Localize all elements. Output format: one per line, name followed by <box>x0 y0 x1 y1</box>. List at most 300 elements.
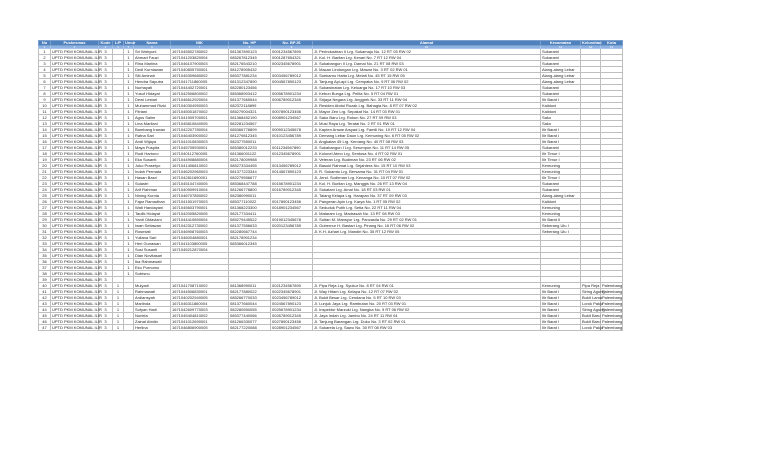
cell-bpjs[interactable]: 0027890123456 <box>271 319 313 325</box>
cell-alamat[interactable]: Jl. Pangeran Ayin Lrg. Karya No. 1 RT 05 RW 02 <box>313 199 541 205</box>
cell-puskesmas[interactable]: UPTD PKM KOMUNAL ILIR <box>52 145 102 150</box>
cell-no[interactable]: 42 <box>39 295 51 301</box>
cell-kode[interactable]: 3 <box>99 271 113 277</box>
cell-umur[interactable]: 1 <box>124 157 134 163</box>
cell-bpjs[interactable]: 0020123456789 <box>271 223 313 229</box>
cell-puskesmas[interactable]: UPTD PKM KOMUNAL ILIR <box>52 133 102 138</box>
cell-nama[interactable]: Sulastri <box>134 181 171 187</box>
cell-kecamatan[interactable]: Alang-alang Lebar <box>541 79 581 85</box>
cell-hp[interactable]: 082280550055 <box>229 307 271 313</box>
cell-hp[interactable]: 082279556677 <box>229 175 271 181</box>
cell-kota[interactable]: Palembang <box>602 289 623 294</box>
cell-nama[interactable]: Maya Puspita <box>134 145 171 151</box>
cell-no[interactable]: 25 <box>39 193 51 199</box>
cell-no[interactable]: 10 <box>39 103 51 109</box>
cell-hp[interactable]: 082177220088 <box>229 325 271 331</box>
cell-kecamatan[interactable]: Ilir Timur I <box>541 175 581 181</box>
cell-nama[interactable]: Wati Handayani <box>134 205 171 211</box>
cell-hp[interactable]: 082176543210 <box>229 61 271 67</box>
cell-kode[interactable]: 3 <box>99 181 113 187</box>
cell-nama[interactable]: Zainal Abidin <box>134 319 171 325</box>
cell-puskesmas[interactable]: UPTD PKM KOMUNAL ILIR <box>52 205 102 210</box>
cell-no[interactable]: 31 <box>39 229 51 235</box>
cell-kode[interactable]: 3 <box>99 175 113 181</box>
cell-kode[interactable]: 3 <box>99 61 113 67</box>
cell-kode[interactable]: 3 <box>99 307 113 313</box>
cell-nik[interactable]: 1671040112760005 <box>171 151 229 157</box>
cell-bpjs[interactable]: 0015678901234 <box>271 181 313 187</box>
cell-umur[interactable]: 1 <box>124 79 134 85</box>
cell-nik[interactable]: 1671046202960003 <box>171 169 229 175</box>
cell-kecamatan[interactable]: Alang-alang Lebar <box>541 193 581 199</box>
cell-alamat[interactable]: Jl. Mataram Lrg. Madrasah No. 13 RT 08 RW 03 <box>313 211 541 217</box>
cell-kode[interactable]: 3 <box>99 301 113 307</box>
cell-hp[interactable]: 085273334455 <box>229 163 271 169</box>
cell-kode[interactable]: 3 <box>99 121 113 127</box>
cell-bpjs[interactable]: 0014567890123 <box>271 169 313 175</box>
cell-no[interactable]: 28 <box>39 211 51 217</box>
cell-bpjs[interactable]: 0012345678901 <box>271 151 313 157</box>
cell-kode[interactable]: 3 <box>99 145 113 151</box>
cell-hp[interactable]: 081367890123 <box>229 49 271 55</box>
cell-puskesmas[interactable]: UPTD PKM KOMUNAL ILIR <box>52 163 102 168</box>
cell-hp[interactable]: 082377550011 <box>229 139 271 145</box>
cell-alamat[interactable]: Jl. Mayor Zen Lrg. Sepakat No. 14 RT 03 RW 01 <box>313 109 541 115</box>
cell-kecamatan[interactable]: Kemuning <box>541 169 581 175</box>
cell-hp[interactable]: 081279812345 <box>229 133 271 139</box>
cell-bpjs[interactable]: 0016789012345 <box>271 187 313 193</box>
cell-kode[interactable]: 3 <box>99 229 113 235</box>
cell-nama[interactable]: Eka Susanti <box>134 157 171 163</box>
cell-kode[interactable]: 3 <box>99 223 113 229</box>
cell-nik[interactable]: 1671041203820004 <box>171 55 229 61</box>
cell-umur[interactable]: 1 <box>124 61 134 67</box>
cell-alamat[interactable]: Jl. R. Sukamto Lrg. Bersama No. 31 RT 04 RW 01 <box>313 169 541 175</box>
cell-no[interactable]: 44 <box>39 307 51 313</box>
cell-hp[interactable]: 081278905432 <box>229 67 271 73</box>
cell-hp[interactable]: 082380990011 <box>229 193 271 199</box>
cell-umur[interactable]: 1 <box>124 67 134 73</box>
cell-hp[interactable]: 085267812345 <box>229 55 271 61</box>
cell-no[interactable]: 2 <box>39 55 51 61</box>
cell-hp[interactable]: 085366012345 <box>229 241 271 247</box>
cell-hp[interactable]: 082178901234 <box>229 235 271 241</box>
cell-no[interactable]: 34 <box>39 247 51 253</box>
cell-no[interactable]: 29 <box>39 217 51 223</box>
cell-kode[interactable]: 3 <box>99 247 113 253</box>
cell-puskesmas[interactable]: UPTD PKM KOMUNAL ILIR <box>52 271 102 276</box>
cell-bpjs[interactable]: 0011234567890 <box>271 145 313 151</box>
column-header-hp[interactable]: No. HP <box>229 41 271 46</box>
cell-alamat[interactable]: Jl. Jaya Indah Lrg. Jambu No. 24 RT 11 RW 04 <box>313 313 541 319</box>
cell-hp[interactable]: 085377881234 <box>229 73 271 79</box>
cell-nik[interactable]: 1671040805750001 <box>171 67 229 73</box>
cell-umur[interactable]: 1 <box>124 169 134 175</box>
cell-alamat[interactable]: Jl. Kebun Bunga Lrg. Pelita No. 5 RT 04 RW 01 <box>313 91 541 97</box>
cell-umur[interactable]: 1 <box>124 229 134 235</box>
cell-nama[interactable]: Indah Permata <box>134 169 171 175</box>
cell-kecamatan[interactable]: Seberang Ulu I <box>541 223 581 229</box>
cell-nama[interactable]: Hendra Saputra <box>134 79 171 85</box>
cell-kecamatan[interactable]: Ilir Barat I <box>541 127 581 133</box>
cell-alamat[interactable]: Jl. Angkatan 45 Lrg. Kemang No. 40 RT 08 RW 03 <box>313 139 541 145</box>
cell-nik[interactable]: 1671042506800002 <box>171 91 229 97</box>
cell-kode[interactable]: 3 <box>99 151 113 157</box>
cell-bpjs[interactable]: 0001287654321 <box>271 55 313 61</box>
cell-hp[interactable]: 081377556633 <box>229 223 271 229</box>
column-header-jk[interactable]: L/P <box>113 41 124 46</box>
cell-nik[interactable]: 1671045810840005 <box>171 121 229 127</box>
cell-nama[interactable]: Mulyadi <box>134 283 171 289</box>
cell-nik[interactable]: 1671045603790001 <box>171 205 229 211</box>
cell-kecamatan[interactable]: Ilir Timur I <box>541 157 581 163</box>
cell-nik[interactable]: 1671042207780004 <box>171 127 229 133</box>
cell-alamat[interactable]: Jl. Kapten Anwar Arsyad Lrg. Famili No. 19 RT 12 RW 04 <box>313 127 541 133</box>
cell-alamat[interactable]: Jl. Talang Kelapa Lrg. Harapan No. 37 RT 09 RW 03 <box>313 193 541 199</box>
cell-jk[interactable]: 1 <box>113 283 124 289</box>
cell-puskesmas[interactable]: UPTD PKM KOMUNAL ILIR <box>52 79 102 84</box>
cell-nik[interactable]: 1671046311860004 <box>171 301 229 307</box>
cell-alamat[interactable]: Jl. Veteran Lrg. Budiman No. 23 RT 06 RW 02 <box>313 157 541 163</box>
cell-kecamatan[interactable]: Alang-alang Lebar <box>541 73 581 79</box>
cell-kecamatan[interactable]: Kalidoni <box>541 109 581 115</box>
cell-no[interactable]: 14 <box>39 127 51 133</box>
cell-puskesmas[interactable]: UPTD PKM KOMUNAL ILIR <box>52 85 102 90</box>
cell-kode[interactable]: 3 <box>99 199 113 205</box>
cell-puskesmas[interactable]: UPTD PKM KOMUNAL ILIR <box>52 229 102 234</box>
cell-alamat[interactable]: Jl. Sako Baru Lrg. Rukun No. 27 RT 09 RW 03 <box>313 115 541 121</box>
cell-nik[interactable]: 1671042312730002 <box>171 223 229 229</box>
cell-kode[interactable]: 3 <box>99 241 113 247</box>
cell-nama[interactable]: Bambang Irawan <box>134 127 171 133</box>
cell-alamat[interactable]: Jl. Basuki Rahmat Lrg. Sejahtera No. 15 RT 10 RW 03 <box>313 163 541 169</box>
cell-kecamatan[interactable]: Kemuning <box>541 211 581 217</box>
cell-alamat[interactable]: Jl. Kol. H. Burlian Lrg. Manggis No. 26 RT 13 RW 04 <box>313 181 541 187</box>
cell-kecamatan[interactable]: Sukarami <box>541 85 581 91</box>
cell-hp[interactable]: 081368452190 <box>229 115 271 121</box>
cell-puskesmas[interactable]: UPTD PKM KOMUNAL ILIR <box>52 247 102 252</box>
cell-no[interactable]: 17 <box>39 145 51 151</box>
cell-alamat[interactable]: Jl. Macan Lindungan Lrg. Mawar No. 3 RT 02 RW 01 <box>313 67 541 73</box>
cell-umur[interactable]: 1 <box>124 145 134 151</box>
cell-bpjs[interactable]: 0019012345678 <box>271 217 313 223</box>
cell-umur[interactable]: 1 <box>124 133 134 139</box>
cell-kode[interactable]: 3 <box>99 67 113 73</box>
cell-no[interactable]: 15 <box>39 133 51 139</box>
cell-alamat[interactable]: Jl. Kol. H. Barlian Lrg. Kenari No. 7 RT 12 RW 04 <box>313 55 541 61</box>
cell-nik[interactable]: 1671041010830003 <box>171 139 229 145</box>
cell-kecamatan[interactable]: Ilir Barat I <box>541 307 581 313</box>
cell-nik[interactable]: 1671046107900003 <box>171 61 229 67</box>
cell-puskesmas[interactable]: UPTD PKM KOMUNAL ILIR <box>52 97 102 102</box>
cell-bpjs[interactable]: 0021234567890 <box>271 283 313 289</box>
cell-hp[interactable]: 081377223344 <box>229 169 271 175</box>
cell-umur[interactable]: 1 <box>124 55 134 61</box>
cell-umur[interactable]: 1 <box>124 175 134 181</box>
cell-nik[interactable]: 1671046612920004 <box>171 97 229 103</box>
cell-puskesmas[interactable]: UPTD PKM KOMUNAL ILIR <box>52 241 102 246</box>
cell-nik[interactable]: 1671042005820005 <box>171 211 229 217</box>
cell-alamat[interactable]: Jl. Pipa Reja Lrg. Syukur No. 8 RT 04 RW 01 <box>313 283 541 289</box>
cell-nama[interactable]: Agus Salim <box>134 115 171 121</box>
cell-umur[interactable]: 1 <box>124 223 134 229</box>
cell-hp[interactable]: 081366001122 <box>229 151 271 157</box>
cell-no[interactable]: 37 <box>39 265 51 271</box>
cell-alamat[interactable]: Jl. Musi Raya Lrg. Teratai No. 2 RT 01 RW 01 <box>313 121 541 127</box>
cell-kode[interactable]: 3 <box>99 85 113 91</box>
cell-umur[interactable]: 1 <box>124 187 134 193</box>
cell-hp[interactable]: 082280667744 <box>229 229 271 235</box>
cell-no[interactable]: 6 <box>39 79 51 85</box>
cell-umur[interactable]: 1 <box>124 247 134 253</box>
cell-nama[interactable]: Nurhayati <box>134 85 171 91</box>
cell-umur[interactable]: 1 <box>124 217 134 223</box>
cell-nama[interactable]: Sutrisno <box>134 271 171 277</box>
cell-bpjs[interactable]: 0025678901234 <box>271 307 313 313</box>
cell-puskesmas[interactable]: UPTD PKM KOMUNAL ILIR <box>52 139 102 144</box>
cell-kelurahan[interactable]: Siring Agung <box>582 307 605 312</box>
cell-umur[interactable]: 1 <box>124 127 134 133</box>
cell-nik[interactable]: 1671044908880004 <box>171 157 229 163</box>
cell-kelurahan[interactable]: Bukit Baru <box>582 313 601 318</box>
cell-nik[interactable]: 1671040202940005 <box>171 295 229 301</box>
cell-no[interactable]: 23 <box>39 181 51 187</box>
cell-umur[interactable]: 1 <box>124 199 134 205</box>
cell-puskesmas[interactable]: UPTD PKM KOMUNAL ILIR <box>52 253 102 258</box>
cell-nama[interactable]: Ika Rahmawati <box>134 259 171 265</box>
cell-alamat[interactable]: Jl. Bukit Besar Lrg. Cendana No. 5 RT 10 RW 03 <box>313 295 541 301</box>
cell-kecamatan[interactable]: Ilir Barat I <box>541 319 581 325</box>
cell-no[interactable]: 47 <box>39 325 51 331</box>
table-row[interactable] <box>39 325 623 331</box>
cell-bpjs[interactable]: 0024567890123 <box>271 301 313 307</box>
cell-umur[interactable]: 1 <box>124 235 134 241</box>
cell-kode[interactable]: 3 <box>99 277 113 283</box>
cell-hp[interactable]: 085279004321 <box>229 109 271 115</box>
cell-puskesmas[interactable]: UPTD PKM KOMUNAL ILIR <box>52 295 102 300</box>
cell-kode[interactable]: 3 <box>99 73 113 79</box>
cell-bpjs[interactable]: 0010123456789 <box>271 133 313 139</box>
cell-kode[interactable]: 3 <box>99 325 113 331</box>
cell-alamat[interactable]: Jl. Residen Abdul Rozak Lrg. Bahagia No. 8 RT 07 RW 02 <box>313 103 541 109</box>
cell-nama[interactable]: Dewi Lestari <box>134 97 171 103</box>
cell-alamat[interactable]: Jl. Gubernur H. Bastari Lrg. Pinang No. 16 RT 06 RW 02 <box>313 223 541 229</box>
cell-puskesmas[interactable]: UPTD PKM KOMUNAL ILIR <box>52 313 102 318</box>
cell-nama[interactable]: Siti Aminah <box>134 73 171 79</box>
cell-no[interactable]: 40 <box>39 283 51 289</box>
column-header-no[interactable]: No <box>39 41 51 46</box>
cell-puskesmas[interactable]: UPTD PKM KOMUNAL ILIR <box>52 301 102 306</box>
cell-nik[interactable]: 1671045502780002 <box>171 49 229 55</box>
cell-hp[interactable]: 085279445522 <box>229 217 271 223</box>
cell-umur[interactable]: 1 <box>124 259 134 265</box>
cell-kode[interactable]: 3 <box>99 103 113 109</box>
cell-bpjs[interactable]: 0004567890123 <box>271 79 313 85</box>
cell-jk[interactable]: 1 <box>113 295 124 301</box>
cell-bpjs[interactable]: 0008901234567 <box>271 115 313 121</box>
cell-kecamatan[interactable]: Ilir Barat I <box>541 133 581 139</box>
cell-nik[interactable]: 1671040909910004 <box>171 187 229 193</box>
cell-puskesmas[interactable]: UPTD PKM KOMUNAL ILIR <box>52 55 102 60</box>
cell-nama[interactable]: Eko Purnomo <box>134 265 171 271</box>
column-header-alamat[interactable]: Alamat <box>313 41 541 46</box>
cell-kode[interactable]: 3 <box>99 139 113 145</box>
cell-kota[interactable]: Palembang <box>602 295 623 300</box>
cell-nama[interactable]: Rina Marlina <box>134 61 171 67</box>
cell-puskesmas[interactable]: UPTD PKM KOMUNAL ILIR <box>52 223 102 228</box>
cell-nama[interactable]: Sri Wahyuni <box>134 49 171 55</box>
cell-no[interactable]: 27 <box>39 205 51 211</box>
cell-no[interactable]: 8 <box>39 91 51 97</box>
cell-puskesmas[interactable]: UPTD PKM KOMUNAL ILIR <box>52 319 102 324</box>
cell-nik[interactable]: 1671046004880001 <box>171 235 229 241</box>
cell-umur[interactable]: 1 <box>124 97 134 103</box>
cell-nama[interactable]: Heri Gunawan <box>134 241 171 247</box>
cell-nama[interactable]: Joko Prasetyo <box>134 163 171 169</box>
cell-no[interactable]: 16 <box>39 139 51 145</box>
cell-puskesmas[interactable]: UPTD PKM KOMUNAL ILIR <box>52 151 102 156</box>
cell-jk[interactable]: 1 <box>113 289 124 295</box>
cell-alamat[interactable]: Jl. Tanjung Barangan Lrg. Duku No. 3 RT 02 RW 01 <box>313 319 541 325</box>
cell-hp[interactable]: 081377660044 <box>229 301 271 307</box>
cell-nama[interactable]: Herlina <box>134 325 171 331</box>
cell-kota[interactable]: Palembang <box>602 313 623 318</box>
cell-kecamatan[interactable]: Sukarami <box>541 181 581 187</box>
cell-kode[interactable]: 3 <box>99 259 113 265</box>
cell-bpjs[interactable]: 0026789012345 <box>271 313 313 319</box>
cell-kode[interactable]: 3 <box>99 253 113 259</box>
cell-puskesmas[interactable]: UPTD PKM KOMUNAL ILIR <box>52 217 102 222</box>
cell-nik[interactable]: 1671046806900005 <box>171 325 229 331</box>
cell-no[interactable]: 22 <box>39 175 51 181</box>
cell-puskesmas[interactable]: UPTD PKM KOMUNAL ILIR <box>52 73 102 78</box>
cell-no[interactable]: 12 <box>39 115 51 121</box>
cell-kecamatan[interactable]: Ilir Barat I <box>541 325 581 331</box>
cell-no[interactable]: 46 <box>39 319 51 325</box>
cell-nik[interactable]: 1671041909700001 <box>171 115 229 121</box>
cell-puskesmas[interactable]: UPTD PKM KOMUNAL ILIR <box>52 181 102 186</box>
cell-bpjs[interactable]: 0003456789012 <box>271 73 313 79</box>
cell-hp[interactable]: 085266770033 <box>229 295 271 301</box>
cell-nama[interactable]: Ahmad Fauzi <box>134 55 171 61</box>
cell-alamat[interactable]: Jl. Jend. Sudirman Lrg. Kenanga No. 10 RT 07 RW 02 <box>313 175 541 181</box>
column-header-puskesmas[interactable]: Puskesmas <box>51 41 99 46</box>
cell-puskesmas[interactable]: UPTD PKM KOMUNAL ILIR <box>52 91 102 96</box>
cell-nama[interactable]: Ardiansyah <box>134 295 171 301</box>
cell-kecamatan[interactable]: Ilir Barat I <box>541 97 581 103</box>
cell-bpjs[interactable]: 0009012345678 <box>271 127 313 133</box>
cell-umur[interactable]: 1 <box>124 211 134 217</box>
cell-nik[interactable]: 1671045212870004 <box>171 247 229 253</box>
cell-kota[interactable]: Palembang <box>602 307 623 312</box>
cell-kode[interactable]: 3 <box>99 169 113 175</box>
cell-kode[interactable]: 3 <box>99 49 113 55</box>
cell-hp[interactable]: 081266778800 <box>229 187 271 193</box>
cell-alamat[interactable]: Jl. Tanjung Api-api Lrg. Cempaka No. 9 RT 06 RW 02 <box>313 79 541 85</box>
cell-hp[interactable]: 081377665544 <box>229 97 271 103</box>
cell-alamat[interactable]: Jl. Sultan M. Mansyur Lrg. Pancasila No. 29 RT 02 RW 01 <box>313 217 541 223</box>
cell-no[interactable]: 43 <box>39 301 51 307</box>
cell-kode[interactable]: 3 <box>99 55 113 61</box>
cell-nama[interactable]: Yusuf Hidayat <box>134 91 171 97</box>
cell-kecamatan[interactable]: Ilir Barat I <box>541 301 581 307</box>
cell-kelurahan[interactable]: Bukit Baru <box>582 319 601 324</box>
cell-kelurahan[interactable]: Bukit Lama <box>582 295 603 300</box>
cell-hp[interactable]: 082178009988 <box>229 157 271 163</box>
cell-kode[interactable]: 3 <box>99 295 113 301</box>
cell-bpjs[interactable]: 0017890123456 <box>271 199 313 205</box>
cell-no[interactable]: 21 <box>39 169 51 175</box>
cell-puskesmas[interactable]: UPTD PKM KOMUNAL ILIR <box>52 199 102 204</box>
cell-kode[interactable]: 3 <box>99 193 113 199</box>
cell-kecamatan[interactable]: Ilir Barat I <box>541 139 581 145</box>
column-header-kota[interactable]: Kota <box>601 41 623 46</box>
cell-no[interactable]: 30 <box>39 223 51 229</box>
cell-puskesmas[interactable]: UPTD PKM KOMUNAL ILIR <box>52 157 102 162</box>
cell-nik[interactable]: 1671046908760003 <box>171 229 229 235</box>
cell-nik[interactable]: 1671044410890004 <box>171 217 229 223</box>
cell-nama[interactable]: Nining Kurnia <box>134 193 171 199</box>
cell-kota[interactable]: Palembang <box>602 283 623 288</box>
cell-alamat[interactable]: Jl. Demang Lebar Daun Lrg. Kemuning No. 6 RT 05 RW 02 <box>313 133 541 139</box>
cell-alamat[interactable]: Jl. Sukarela Lrg. Sawo No. 30 RT 08 RW 03 <box>313 325 541 331</box>
cell-nama[interactable]: Ratna Sari <box>134 133 171 139</box>
cell-puskesmas[interactable]: UPTD PKM KOMUNAL ILIR <box>52 127 102 132</box>
cell-no[interactable]: 26 <box>39 199 51 205</box>
cell-alamat[interactable]: Jl. Kolonel Atmo Lrg. Sentosa No. 4 RT 02 RW 01 <box>313 151 541 157</box>
cell-no[interactable]: 38 <box>39 271 51 277</box>
cell-kota[interactable]: Palembang <box>602 319 623 324</box>
cell-kode[interactable]: 3 <box>99 205 113 211</box>
column-header-kode[interactable]: Kode <box>100 40 111 45</box>
cell-hp[interactable]: 085368447788 <box>229 181 271 187</box>
cell-kecamatan[interactable]: Alang-alang Lebar <box>541 67 581 73</box>
cell-kecamatan[interactable]: Sukarami <box>541 145 581 151</box>
cell-alamat[interactable]: Jl. K.H. Azhari Lrg. Mandiri No. 35 RT 12 RW 05 <box>313 229 541 235</box>
cell-kode[interactable]: 3 <box>99 91 113 97</box>
cell-alamat[interactable]: Jl. Lunjuk Jaya Lrg. Rambutan No. 20 RT 03 RW 01 <box>313 301 541 307</box>
cell-umur[interactable]: 1 <box>124 205 134 211</box>
cell-hp[interactable]: 082177334411 <box>229 211 271 217</box>
cell-alamat[interactable]: Jl. Inspektur Marzuki Lrg. Nangka No. 9 RT 06 RW 02 <box>313 307 541 313</box>
cell-nama[interactable]: Andi Wijaya <box>134 139 171 145</box>
cell-nik[interactable]: 1671046707850002 <box>171 193 229 199</box>
cell-nama[interactable]: Yanti Oktaviani <box>134 217 171 223</box>
cell-puskesmas[interactable]: UPTD PKM KOMUNAL ILIR <box>52 49 102 54</box>
cell-nik[interactable]: 1671045104740005 <box>171 181 229 187</box>
cell-nama[interactable]: Arif Rahman <box>134 187 171 193</box>
cell-nama[interactable]: Rudi Hartono <box>134 151 171 157</box>
cell-alamat[interactable]: Jl. Soekarno Hatta Lrg. Melati No. 45 RT 15 RW 05 <box>313 73 541 79</box>
cell-umur[interactable]: 1 <box>124 253 134 259</box>
cell-kelurahan[interactable]: Pipa Reja <box>582 283 600 288</box>
cell-no[interactable]: 24 <box>39 187 51 193</box>
cell-nik[interactable]: 1671042609770003 <box>171 307 229 313</box>
cell-kode[interactable]: 3 <box>99 319 113 325</box>
cell-alamat[interactable]: Jl. Srijaya Negara Lrg. Anggrek No. 33 RT 11 RW 04 <box>313 97 541 103</box>
cell-puskesmas[interactable]: UPTD PKM KOMUNAL ILIR <box>52 169 102 174</box>
cell-puskesmas[interactable]: UPTD PKM KOMUNAL ILIR <box>52 187 102 192</box>
cell-kecamatan[interactable]: Seberang Ulu I <box>541 229 581 235</box>
cell-kecamatan[interactable]: Sukarami <box>541 61 581 67</box>
cell-bpjs[interactable]: 0022345678901 <box>271 289 313 295</box>
cell-nik[interactable]: 1671042811690001 <box>171 175 229 181</box>
cell-no[interactable]: 41 <box>39 289 51 295</box>
cell-bpjs[interactable]: 0028901234567 <box>271 325 313 331</box>
cell-bpjs[interactable]: 0018901234567 <box>271 205 313 211</box>
cell-hp[interactable]: 081266330077 <box>229 319 271 325</box>
cell-hp[interactable]: 085366778899 <box>229 127 271 133</box>
